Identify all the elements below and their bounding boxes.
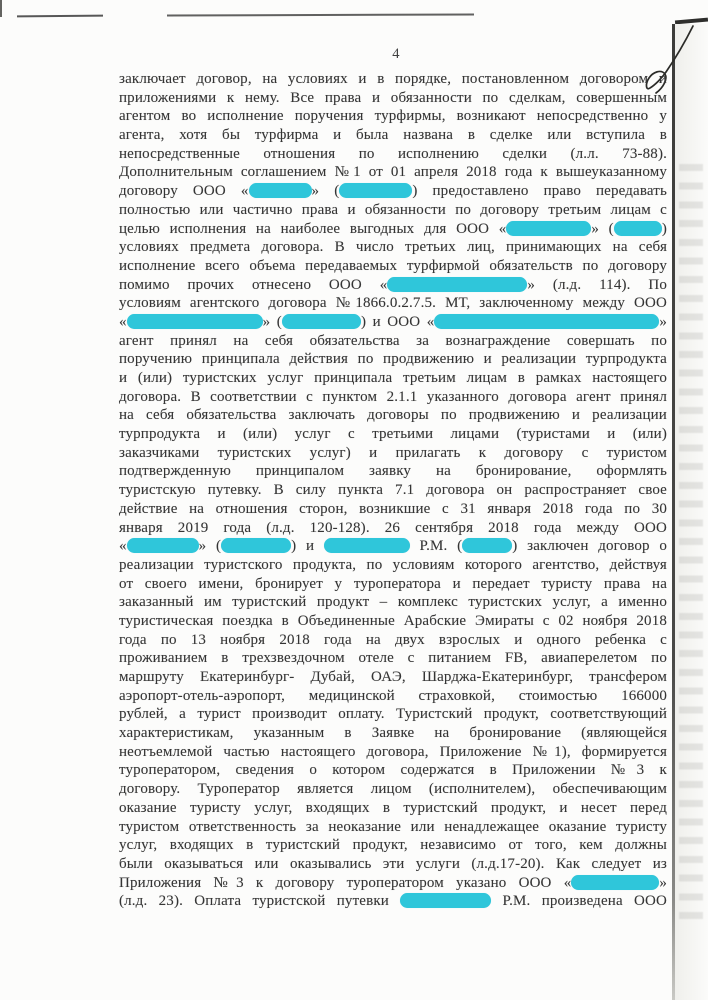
page-edge-line	[672, 24, 675, 1000]
scan-artifact-line	[167, 13, 474, 16]
text-line: заказанный им туристский продукт – комплекс туристских услуг, а именно	[119, 594, 667, 611]
redaction-mark	[221, 538, 291, 553]
text-line: « » ( ) и Р.М. ( ) заключен договор о	[119, 538, 667, 555]
text-line: неотъемлемой частью настоящего договора, Приложение №1), формируется	[119, 743, 667, 760]
text-line: договора. В соответствии с пунктом 2.1.1 указанного договора агент принял	[119, 388, 667, 405]
text-line: подтвержденную принципалом заявку на бронирование, оформлять	[119, 463, 667, 480]
redaction-mark	[462, 538, 512, 553]
text-line: рублей, а турист производит оплату. Туристский продукт, соответствующий	[119, 706, 667, 723]
text-line: Дополнительным соглашением №1 от 01 апреля 2018 года к вышеуказанному	[119, 164, 667, 181]
text-line: поручению принципала действия по продвижению и реализации турпродукта	[119, 351, 667, 368]
text-line: были оказываться или оказывались эти услуги (л.д.17-20). Как следует из	[119, 855, 667, 872]
text-line: заказчиками туристских услуг) и прилагать к договору с туристом	[119, 444, 667, 461]
text-line: целью исполнения на наиболее выгодных для ООО « » ( )	[119, 220, 667, 237]
text-line: заключает договор, на условиях и в порядке, постановленном договором и	[119, 71, 667, 87]
text-line: непосредственные отношения по исполнению сделки (л.л. 73-88).	[119, 145, 667, 162]
text-line: реализации туристского продукта, по условиям которого агентство, действуя	[119, 556, 667, 573]
text-line: маршруту Екатеринбург- Дубай, ОАЭ, Шарджа-Екатеринбург, трансфером	[119, 669, 667, 685]
scan-artifact-tick	[0, 0, 2, 17]
redaction-mark	[282, 314, 361, 329]
redaction-mark	[339, 183, 412, 198]
text-line: туроператором, сведения о котором содержатся в Приложении №3 к	[119, 762, 667, 779]
redaction-mark	[387, 277, 527, 292]
redaction-mark	[400, 893, 491, 908]
ghost-text	[679, 164, 703, 924]
redaction-mark	[506, 221, 591, 236]
redaction-mark	[571, 875, 659, 890]
text-line: туристическая поездка в Объединенные Арабские Эмираты с 02 ноября 2018	[119, 612, 667, 629]
text-line: от своего имени, бронирует у туроператора и передает туристу права на	[119, 575, 667, 592]
redaction-mark	[614, 221, 662, 236]
text-line: исполнение всего объема передаваемых турфирмой обязательств по договору	[119, 257, 667, 274]
text-line: действие на отношения сторон, возникшие с 31 января 2018 года по 30	[119, 500, 667, 517]
text-line: агент принял на себя обязательства за вознаграждение совершать по	[119, 332, 667, 349]
text-line: года по 13 ноября 2018 года на двух взрослых и одного ребенка с	[119, 631, 667, 648]
text-line: условиям агентского договора №1866.0.2.7.5. МТ, заключенному между ООО	[119, 295, 667, 312]
redaction-mark	[127, 314, 263, 329]
text-line: на себя обязательства заключать договоры по продвижению и реализации	[119, 407, 667, 424]
text-line: Приложения №3 к договору туроператором указано ООО « »	[119, 874, 667, 891]
redaction-mark	[127, 538, 199, 553]
text-line: полностью или частично права и обязанности по договору третьим лицам с	[119, 201, 667, 218]
text-line: условиях предмета договора. В число третьих лиц, принимающих на себя	[119, 239, 667, 256]
text-line: турпродукта и (или) услуг с третьими лицами (туристами и (или)	[119, 426, 667, 443]
page-number: 4	[392, 46, 400, 62]
text-line: аэропорт-отель-аэропорт, медицинской страховкой, стоимостью 166000	[119, 687, 667, 704]
text-line: помимо прочих отнесено ООО « » (л.д. 114). По	[119, 276, 667, 293]
document-text	[119, 70, 667, 911]
text-line: и (или) туристских услуг принципала третьим лицам в рамках настоящего	[119, 370, 667, 386]
text-line: агентом во исполнение поручения турфирмы, возникают непосредственно у	[119, 108, 667, 125]
text-line: (л.д. 23). Оплата туристской путевки Р.М. произведена ООО	[119, 893, 667, 910]
redaction-mark	[324, 538, 410, 553]
text-line: приложениями к нему. Все права и обязанности по сделкам, совершенным	[119, 89, 667, 106]
text-line: характеристикам, указанным в Заявке на бронирование (являющейся	[119, 725, 667, 742]
page-bleed-strip	[675, 24, 708, 1000]
text-line: оказание туристу услуг, входящих в туристский продукт, и несет перед	[119, 799, 667, 816]
text-line: агента, хотя бы турфирма и была названа в сделке или вступила в	[119, 127, 667, 144]
scan-artifact-line	[17, 15, 103, 18]
text-line: « » ( ) и ООО « »	[119, 313, 667, 330]
text-line: туристом ответственность за неоказание или ненадлежащее оказание туристу	[119, 818, 667, 835]
text-line: договору ООО « » ( ) предоставлено право передавать	[119, 183, 667, 200]
text-line: туристскую путевку. В силу пункта 7.1 договора он распространяет свое	[119, 482, 667, 499]
redaction-mark	[434, 314, 659, 329]
text-line: проживанием в трехзвездочном отеле с питанием FB, авиаперелетом по	[119, 650, 667, 667]
redaction-mark	[249, 183, 312, 198]
text-line: услуг, входящих в туристский продукт, независимо от того, кем должны	[119, 837, 667, 854]
text-line: января 2019 года (л.д. 120-128). 26 сентября 2018 года между ООО	[119, 519, 667, 536]
text-line: договору. Туроператор является лицом (исполнителем), обеспечивающим	[119, 781, 667, 798]
